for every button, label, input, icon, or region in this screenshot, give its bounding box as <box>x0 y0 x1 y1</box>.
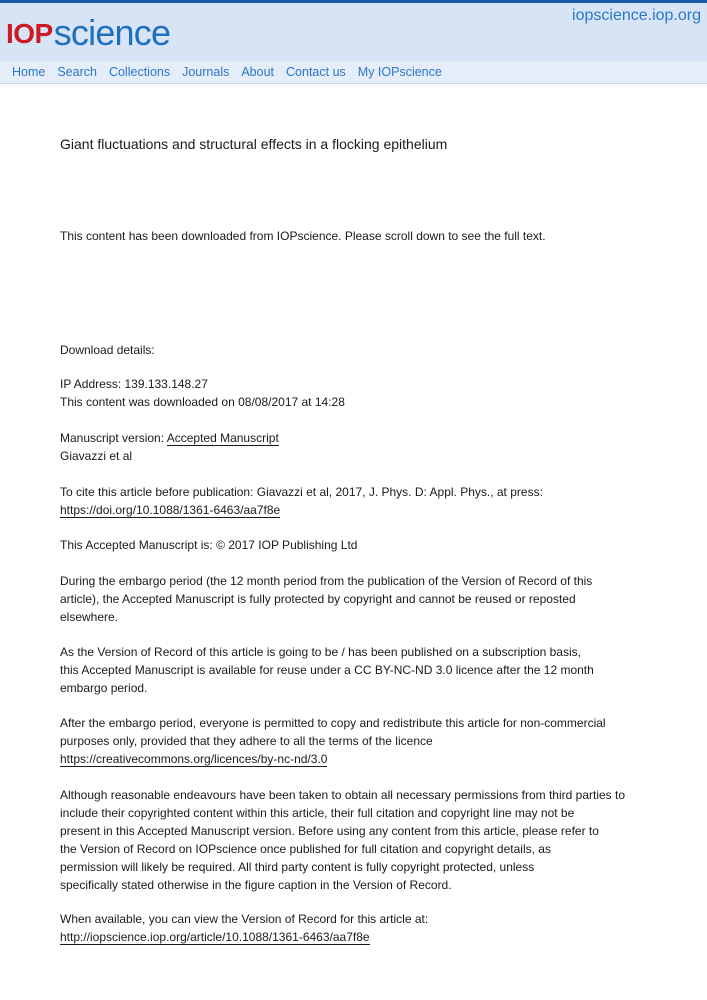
article-title: Giant fluctuations and structural effects in a flocking epithelium <box>60 136 448 152</box>
nav-contact-us[interactable]: Contact us <box>286 65 346 79</box>
vor-link[interactable]: http://iopscience.iop.org/article/10.1088/1361-6463/aa7f8e <box>60 930 370 944</box>
logo-iop-text: IOP <box>6 18 53 49</box>
embargo-line: article), the Accepted Manuscript is fully protected by copyright and cannot be reused or reposted <box>60 592 576 606</box>
download-notice: This content has been downloaded from IOPscience. Please scroll down to see the full text. <box>60 229 546 243</box>
reuse-line: this Accepted Manuscript is available for reuse under a CC BY-NC-ND 3.0 licence after the 12 month <box>60 663 594 677</box>
logo-science-text: science <box>53 12 171 53</box>
after-embargo-line: purposes only, provided that they adhere to all the terms of the licence <box>60 734 433 748</box>
reuse-line: embargo period. <box>60 681 148 695</box>
nav-my-iopscience[interactable]: My IOPscience <box>357 65 442 79</box>
permissions-line: permission will likely be required. All third party content is fully copyright protected, unless <box>60 860 535 874</box>
site-header <box>0 3 707 61</box>
nav-journals[interactable]: Journals <box>182 65 230 79</box>
view-vor-paragraph <box>60 910 630 946</box>
copyright-line: This Accepted Manuscript is: © 2017 IOP Publishing Ltd <box>60 538 358 552</box>
permissions-line: the Version of Record on IOPscience once published for full citation and copyright details, as <box>60 842 551 856</box>
reuse-line: As the Version of Record of this article is going to be / has been published on a subscription basis, <box>60 645 581 659</box>
download-details-label: Download details: <box>60 343 155 357</box>
embargo-line: elsewhere. <box>60 610 119 624</box>
cite-text: To cite this article before publication: Giavazzi et al, 2017, J. Phys. D: Appl. Phys., at press: <box>60 485 543 499</box>
reuse-paragraph <box>60 643 630 697</box>
iopscience-logo[interactable] <box>6 9 171 53</box>
manuscript-version-link[interactable]: Accepted Manuscript <box>166 431 279 445</box>
downloaded-on: This content was downloaded on 08/08/2017 at 14:28 <box>60 395 345 409</box>
nav-about[interactable]: About <box>241 65 275 79</box>
embargo-paragraph <box>60 572 630 626</box>
manuscript-version <box>60 429 279 447</box>
permissions-line: specifically stated otherwise in the figure caption in the Version of Record. <box>60 878 452 892</box>
permissions-paragraph <box>60 786 630 894</box>
nav-collections[interactable]: Collections <box>108 65 171 79</box>
cite-doi-line <box>60 501 280 519</box>
cite-doi-link[interactable]: https://doi.org/10.1088/1361-6463/aa7f8e <box>60 503 281 517</box>
after-embargo-line: After the embargo period, everyone is permitted to copy and redistribute this article for non-commercial <box>60 716 606 730</box>
nav-home[interactable]: Home <box>12 65 46 79</box>
main-nav <box>0 61 707 84</box>
permissions-line: present in this Accepted Manuscript version. Before using any content from this article, please refer to <box>60 824 599 838</box>
site-url-link[interactable]: iopscience.iop.org <box>572 7 701 24</box>
after-embargo-paragraph <box>60 714 630 768</box>
permissions-line: include their copyrighted content within this article, their full citation and copyright line may not be <box>60 806 575 820</box>
authors: Giavazzi et al <box>60 449 133 463</box>
ip-address: IP Address: 139.133.148.27 <box>60 377 208 391</box>
licence-link[interactable]: https://creativecommons.org/licences/by-nc-nd/3.0 <box>60 752 328 766</box>
permissions-line: Although reasonable endeavours have been taken to obtain all necessary permissions from third parties to <box>60 788 626 802</box>
nav-search[interactable]: Search <box>57 65 97 79</box>
view-vor-text: When available, you can view the Version of Record for this article at: <box>60 912 429 926</box>
embargo-line: During the embargo period (the 12 month period from the publication of the Version of Record of this <box>60 574 593 588</box>
manuscript-version-label: Manuscript version: <box>60 431 167 445</box>
